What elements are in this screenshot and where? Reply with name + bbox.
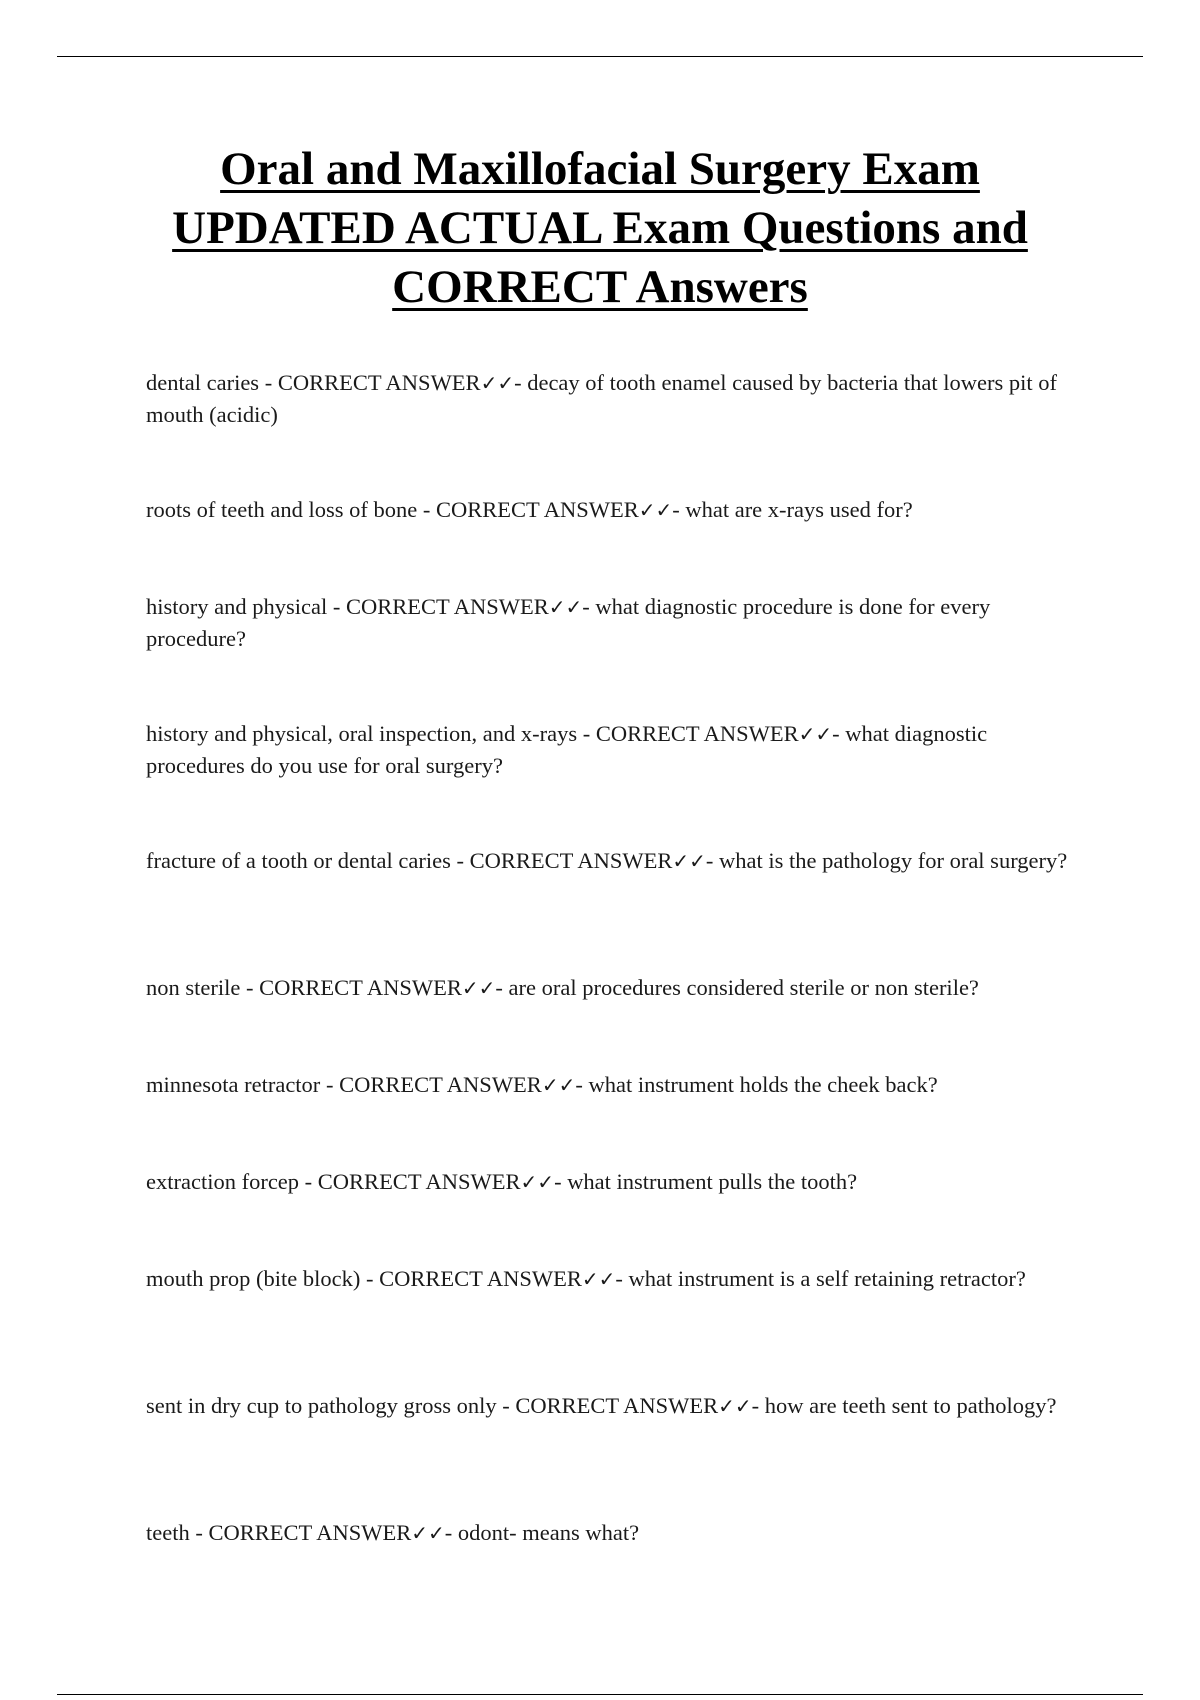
qa-item: fracture of a tooth or dental caries - CORRECT ANSWER✓✓- what is the pathology for oral surgery? bbox=[146, 847, 1068, 873]
checkmark-icon: ✓✓ bbox=[480, 370, 515, 395]
qa-question: what instrument is a self retaining retractor? bbox=[628, 1265, 1026, 1291]
qa-item: sent in dry cup to pathology gross only - CORRECT ANSWER✓✓- how are teeth sent to pathology? bbox=[146, 1392, 1057, 1418]
checkmark-icon: ✓✓ bbox=[798, 721, 833, 746]
answer-tag: CORRECT ANSWER✓✓- bbox=[317, 1168, 568, 1194]
qa-item: extraction forcep - CORRECT ANSWER✓✓- what instrument pulls the tooth? bbox=[146, 1168, 858, 1194]
qa-term: history and physical bbox=[146, 593, 328, 619]
answer-tag: CORRECT ANSWER✓✓- bbox=[435, 496, 686, 522]
qa-question: what instrument holds the cheek back? bbox=[588, 1071, 938, 1097]
top-rule bbox=[57, 56, 1143, 57]
answer-tag: CORRECT ANSWER✓✓- bbox=[345, 593, 596, 619]
qa-term: extraction forcep bbox=[146, 1168, 300, 1194]
qa-question: odont- means what? bbox=[457, 1519, 640, 1545]
qa-question: what diagnostic procedures do you use for oral surgery? bbox=[146, 720, 988, 778]
checkmark-icon: ✓✓ bbox=[672, 848, 706, 873]
qa-item: mouth prop (bite block) - CORRECT ANSWER✓✓- what instrument is a self retaining retractor? bbox=[146, 1265, 1026, 1291]
qa-question: what is the pathology for oral surgery? bbox=[719, 847, 1068, 873]
qa-question: are oral procedures considered sterile or non sterile? bbox=[508, 974, 979, 1000]
qa-question: what diagnostic procedure is done for every procedure? bbox=[146, 593, 991, 651]
title-line-3: CORRECT Answers bbox=[392, 261, 808, 313]
checkmark-icon: ✓✓ bbox=[541, 1072, 576, 1097]
qa-item: minnesota retractor - CORRECT ANSWER✓✓- what instrument holds the cheek back? bbox=[146, 1071, 938, 1097]
qa-term: fracture of a tooth or dental caries bbox=[146, 847, 451, 873]
qa-item: roots of teeth and loss of bone - CORRECT ANSWER✓✓- what are x-rays used for? bbox=[146, 496, 913, 522]
answer-tag: CORRECT ANSWER✓✓- bbox=[595, 720, 846, 746]
answer-tag: CORRECT ANSWER✓✓- bbox=[259, 974, 509, 1000]
qa-item: history and physical, oral inspection, and x-rays - CORRECT ANSWER✓✓- what diagnostic procedures do you use for oral surgery? bbox=[146, 720, 988, 778]
title-line-1: Oral and Maxillofacial Surgery Exam bbox=[220, 143, 980, 195]
qa-question: what are x-rays used for? bbox=[685, 496, 913, 522]
qa-item: non sterile - CORRECT ANSWER✓✓- are oral procedures considered sterile or non sterile? bbox=[146, 974, 979, 1000]
qa-term: dental caries bbox=[146, 369, 260, 395]
qa-question: how are teeth sent to pathology? bbox=[764, 1392, 1057, 1418]
checkmark-icon: ✓✓ bbox=[461, 975, 496, 1000]
title-line-2: UPDATED ACTUAL Exam Questions and bbox=[172, 202, 1028, 254]
qa-item: dental caries - CORRECT ANSWER✓✓- decay of tooth enamel caused by bacteria that lowers pit of mouth (acidic) bbox=[146, 369, 1057, 427]
checkmark-icon: ✓✓ bbox=[548, 594, 583, 619]
answer-tag: CORRECT ANSWER✓✓- bbox=[379, 1265, 629, 1291]
qa-term: sent in dry cup to pathology gross only bbox=[146, 1392, 497, 1418]
qa-term: roots of teeth and loss of bone bbox=[146, 496, 418, 522]
qa-question: decay of tooth enamel caused by bacteria that lowers pit of mouth (acidic) bbox=[146, 369, 1057, 427]
checkmark-icon: ✓✓ bbox=[718, 1393, 752, 1418]
bottom-rule bbox=[57, 1694, 1143, 1695]
qa-item: history and physical - CORRECT ANSWER✓✓- what diagnostic procedure is done for every procedure? bbox=[146, 593, 991, 651]
checkmark-icon: ✓✓ bbox=[411, 1520, 445, 1545]
qa-question: what instrument pulls the tooth? bbox=[567, 1168, 858, 1194]
qa-term: mouth prop (bite block) bbox=[146, 1265, 361, 1291]
qa-term: non sterile bbox=[146, 974, 241, 1000]
checkmark-icon: ✓✓ bbox=[520, 1169, 555, 1194]
answer-tag: CORRECT ANSWER✓✓- bbox=[208, 1519, 458, 1545]
answer-tag: CORRECT ANSWER✓✓- bbox=[469, 847, 719, 873]
answer-tag: CORRECT ANSWER✓✓- bbox=[339, 1071, 589, 1097]
checkmark-icon: ✓✓ bbox=[581, 1266, 616, 1291]
answer-tag: CORRECT ANSWER✓✓- bbox=[515, 1392, 765, 1418]
qa-term: teeth bbox=[146, 1519, 190, 1545]
document-title bbox=[100, 140, 1100, 317]
qa-term: minnesota retractor bbox=[146, 1071, 321, 1097]
answer-tag: CORRECT ANSWER✓✓- bbox=[277, 369, 528, 395]
qa-term: history and physical, oral inspection, and x-rays bbox=[146, 720, 578, 746]
qa-item: teeth - CORRECT ANSWER✓✓- odont- means what? bbox=[146, 1519, 640, 1545]
checkmark-icon: ✓✓ bbox=[638, 497, 673, 522]
